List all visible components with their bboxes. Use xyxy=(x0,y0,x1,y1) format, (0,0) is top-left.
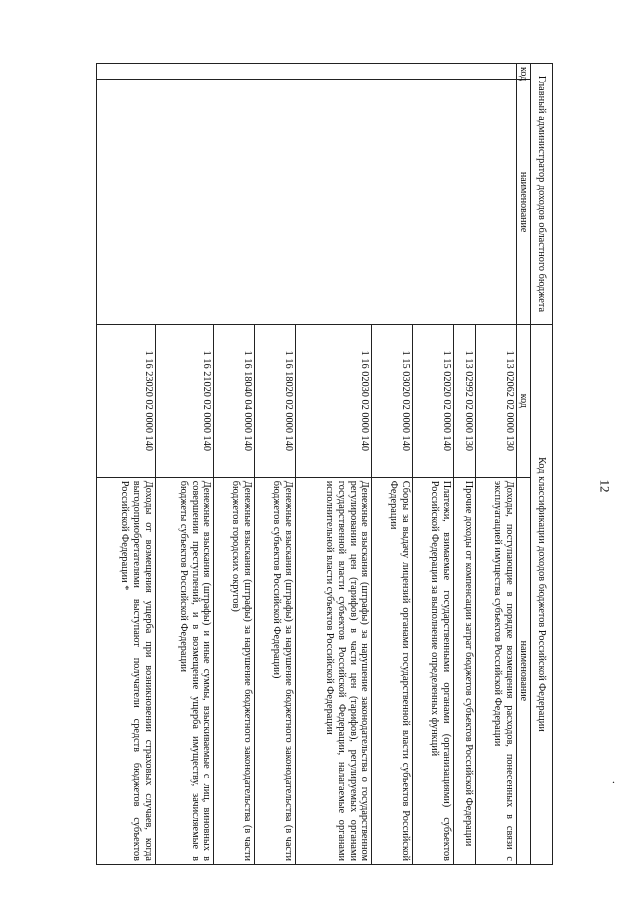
row-name: Денежные взыскания (штрафы) за нарушение бюджетного законодательства (в части бюджетов субъектов Российской Федерации) xyxy=(255,477,296,864)
row-code: 1 16 23020 02 0000 140 xyxy=(97,324,156,477)
stray-mark: . xyxy=(612,772,615,786)
row-name: Денежные взыскания (штрафы) и иные суммы, взыскиваемые с лиц, виновных в совершении преступлений, и в возмещение ущерба имуществу, зачисляемые в бюджеты субъектов Российской Федерации xyxy=(155,477,214,864)
row-name: Платежи, взимаемые государственными органами (организациями) субъектов Российской Федерации за выполнение определенных функций xyxy=(413,477,454,864)
header-class-code: код xyxy=(517,324,531,477)
header-group-classification: Код классификации доходов бюджетов Российской Федерации xyxy=(531,324,553,864)
row-name: Доходы, поступающие в порядке возмещения расходов, понесенных в связи с эксплуатацией имущества субъектов Российской Федерации xyxy=(476,477,517,864)
row-code: 1 16 02030 02 0000 140 xyxy=(295,324,372,477)
header-admin-code: код xyxy=(517,64,531,80)
header-group-admin: Главный администратор доходов областного бюджета xyxy=(531,64,553,325)
row-code: 1 15 02020 02 0000 140 xyxy=(413,324,454,477)
row-name: Сборы за выдачу лицензий органами государственной власти субъектов Российской Федерации xyxy=(372,477,413,864)
header-admin-name: наименование xyxy=(517,80,531,325)
admin-code-cell xyxy=(97,64,517,80)
table-row xyxy=(476,64,517,865)
row-code: 1 13 02992 02 0000 130 xyxy=(453,324,476,477)
table-wrapper xyxy=(96,63,553,865)
row-code: 1 15 03020 02 0000 140 xyxy=(372,324,413,477)
revenue-classification-table xyxy=(96,63,553,865)
header-class-name: наименование xyxy=(517,477,531,864)
row-code: 1 16 18020 02 0000 140 xyxy=(255,324,296,477)
page-number: 12 xyxy=(597,479,613,493)
row-name: Прочие доходы от компенсации затрат бюджетов субъектов Российской Федерации xyxy=(453,477,476,864)
rotated-page xyxy=(96,63,553,865)
row-name: Доходы от возмещения ущерба при возникновении страховых случаев, когда выгодоприобретателями выступают получатели средств бюджетов субъектов Российской Федерации * xyxy=(97,477,156,864)
row-name: Денежные взыскания (штрафы) за нарушение бюджетного законодательства (в части бюджетов городских округов) xyxy=(214,477,255,864)
row-code: 1 16 18040 04 0000 140 xyxy=(214,324,255,477)
admin-name-cell xyxy=(97,80,517,325)
row-code: 1 13 02062 02 0000 130 xyxy=(476,324,517,477)
row-code: 1 16 21020 02 0000 140 xyxy=(155,324,214,477)
row-name: Денежные взыскания (штрафы) за нарушение законодательства о государственном регулировании цен (тарифов) в части цен (тарифов), регулируемых органами государственной власти субъектов Российской Федерации, налагаемые органами исполнительной власти субъектов Российской Федерации xyxy=(295,477,372,864)
